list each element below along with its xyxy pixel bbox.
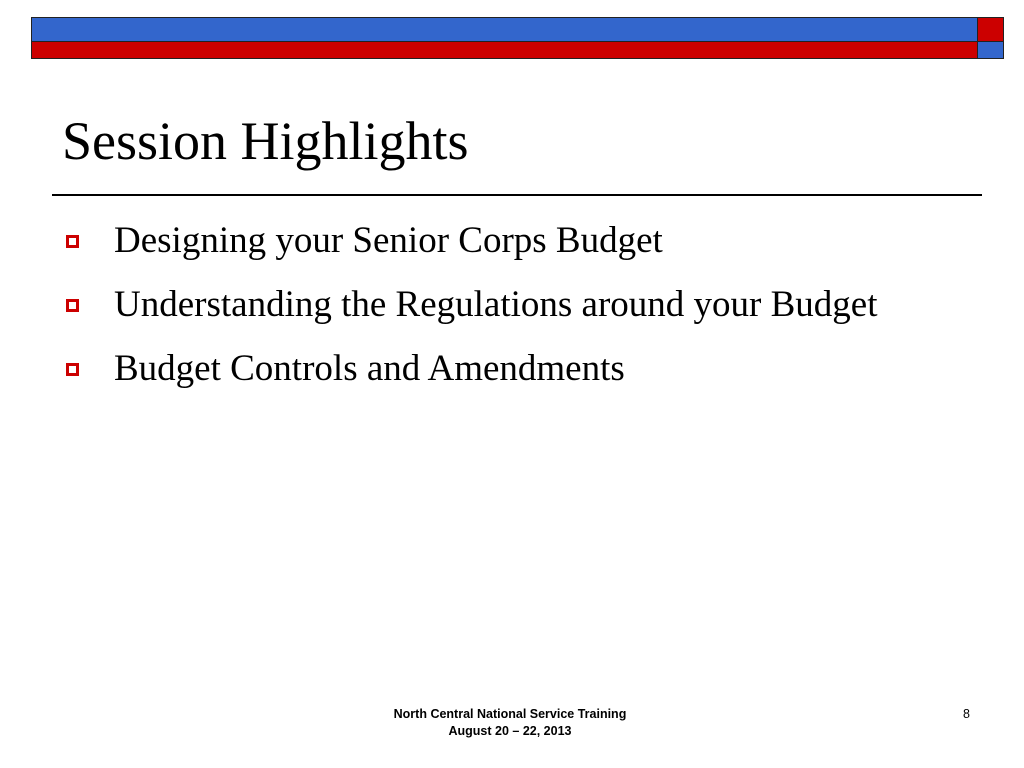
slide-title: Session Highlights xyxy=(62,111,469,171)
bullet-item xyxy=(66,216,966,266)
square-bullet-icon xyxy=(66,235,79,248)
header-bar-blue xyxy=(31,17,978,42)
page-number: 8 xyxy=(963,707,970,721)
footer xyxy=(330,706,690,740)
square-bullet-icon xyxy=(66,363,79,376)
bullet-item xyxy=(66,344,966,394)
bullet-list xyxy=(66,216,966,408)
square-bullet-icon xyxy=(66,299,79,312)
bullet-text: Budget Controls and Amendments xyxy=(114,348,625,389)
header-square-red xyxy=(978,17,1004,42)
footer-event-name: North Central National Service Training xyxy=(393,707,627,721)
footer-event-date: August 20 – 22, 2013 xyxy=(448,724,572,738)
bullet-text: Understanding the Regulations around your Budget xyxy=(114,284,878,325)
header-square-blue xyxy=(978,42,1004,59)
header-bar-red xyxy=(31,42,978,59)
bullet-text: Designing your Senior Corps Budget xyxy=(114,220,663,261)
bullet-item xyxy=(66,280,966,330)
title-underline xyxy=(52,194,982,196)
